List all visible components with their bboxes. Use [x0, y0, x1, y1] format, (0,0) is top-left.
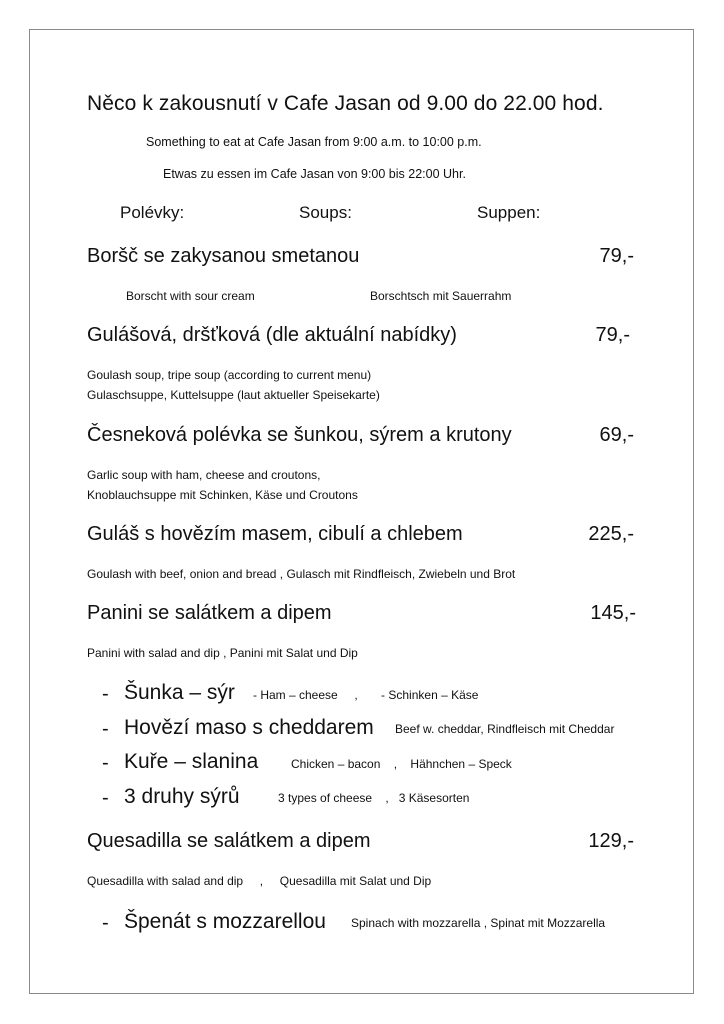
- dish-name-goulash-tripe-soup: Gulášová, dršťková (dle aktuální nabídky): [87, 324, 457, 346]
- variant-name-chicken-bacon: Kuře – slanina: [124, 750, 259, 773]
- variant-translation-spinach-mozzarella: Spinach with mozzarella , Spinat mit Mozzarella: [351, 916, 606, 930]
- dish-price-beef-goulash: 225,-: [588, 523, 634, 545]
- variant-translation-chicken-bacon: Chicken – bacon , Hähnchen – Speck: [291, 757, 512, 771]
- variant-translation-three-cheeses: 3 types of cheese , 3 Käsesorten: [278, 791, 470, 805]
- menu-title-german: Etwas zu essen im Cafe Jasan von 9:00 bis 22:00 Uhr.: [163, 167, 466, 181]
- menu-title-czech: Něco k zakousnutí v Cafe Jasan od 9.00 do 22.00 hod.: [87, 92, 604, 115]
- dish-price-panini: 145,-: [590, 602, 636, 624]
- variant-bullet: -: [102, 912, 109, 934]
- dish-translation-en-garlic-soup: Garlic soup with ham, cheese and croutons,: [87, 468, 321, 482]
- dish-name-panini: Panini se salátkem a dipem: [87, 602, 332, 624]
- dish-price-borscht: 79,-: [599, 245, 634, 267]
- variant-bullet: -: [102, 683, 109, 705]
- dish-translation-en-goulash-tripe-soup: Goulash soup, tripe soup (according to current menu): [87, 368, 372, 382]
- variant-name-spinach-mozzarella: Špenát s mozzarellou: [124, 910, 326, 933]
- dish-price-goulash-tripe-soup: 79,-: [595, 324, 630, 346]
- variant-bullet: -: [102, 787, 109, 809]
- dish-price-garlic-soup: 69,-: [599, 424, 634, 446]
- dish-translation-de-borscht: Borschtsch mit Sauerrahm: [370, 289, 512, 303]
- dish-translation-en-borscht: Borscht with sour cream: [126, 289, 255, 303]
- variant-translation-beef-cheddar: Beef w. cheddar, Rindfleisch mit Cheddar: [395, 722, 615, 736]
- dish-name-quesadilla: Quesadilla se salátkem a dipem: [87, 830, 371, 852]
- section-label-english: Soups:: [299, 203, 352, 222]
- variant-name-ham-cheese: Šunka – sýr: [124, 681, 235, 704]
- variant-name-three-cheeses: 3 druhy sýrů: [124, 785, 240, 808]
- variant-name-beef-cheddar: Hovězí maso s cheddarem: [124, 716, 374, 739]
- dish-name-borscht: Boršč se zakysanou smetanou: [87, 245, 360, 267]
- section-label-czech: Polévky:: [120, 203, 185, 222]
- dish-name-garlic-soup: Česneková polévka se šunkou, sýrem a krutony: [87, 424, 512, 446]
- variant-translation-ham-cheese: - Ham – cheese , - Schinken – Käse: [253, 688, 479, 702]
- dish-translation-panini: Panini with salad and dip , Panini mit Salat und Dip: [87, 646, 358, 660]
- dish-translation-beef-goulash: Goulash with beef, onion and bread , Gulasch mit Rindfleisch, Zwiebeln und Brot: [87, 567, 516, 581]
- section-label-german: Suppen:: [477, 203, 541, 222]
- dish-price-quesadilla: 129,-: [588, 830, 634, 852]
- variant-bullet: -: [102, 718, 109, 740]
- variant-bullet: -: [102, 752, 109, 774]
- dish-translation-de-garlic-soup: Knoblauchsuppe mit Schinken, Käse und Croutons: [87, 488, 358, 502]
- dish-name-beef-goulash: Guláš s hovězím masem, cibulí a chlebem: [87, 523, 463, 545]
- dish-translation-de-goulash-tripe-soup: Gulaschsuppe, Kuttelsuppe (laut aktueller Speisekarte): [87, 388, 380, 402]
- menu-title-english: Something to eat at Cafe Jasan from 9:00 a.m. to 10:00 p.m.: [146, 135, 482, 149]
- dish-translation-quesadilla: Quesadilla with salad and dip , Quesadilla mit Salat und Dip: [87, 874, 432, 888]
